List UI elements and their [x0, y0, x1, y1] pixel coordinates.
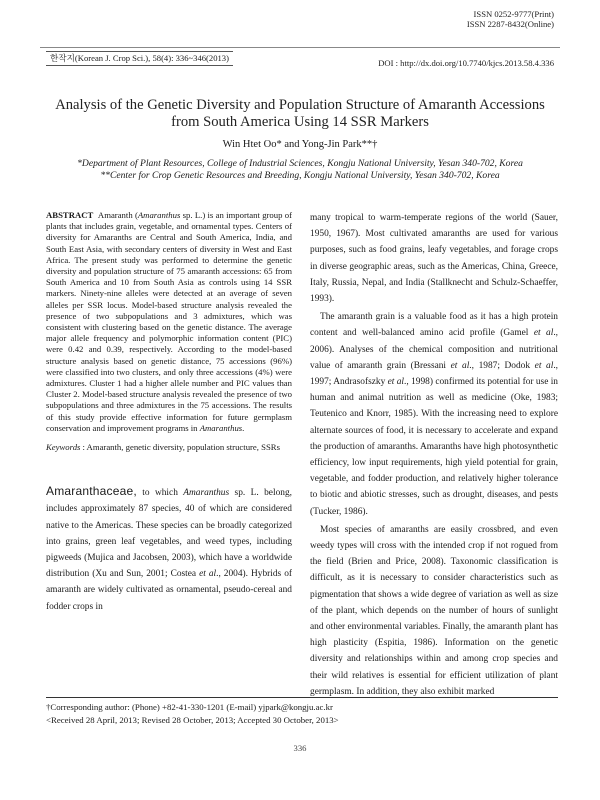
p2-text-d: ., 1997; Andrasofszky: [310, 360, 558, 388]
abstract-genus: Amaranthus: [137, 210, 181, 220]
abstract-text-c: .: [242, 422, 245, 433]
title-line-2: from South America Using 14 SSR Markers: [171, 114, 429, 130]
corresponding-author-footnote: †Corresponding author: (Phone) +82-41-330-1201 (E-mail) yjpark@kongju.ac.kr: [46, 702, 333, 712]
abstract-label: ABSTRACT: [46, 210, 94, 220]
page-number: 336: [293, 743, 307, 753]
body-paragraph-1: many tropical to warm-temperate regions of the world (Sauer, 1950, 1967). Most cultivated amaranths are used for various purposes, such as food grains, leafy vegetables, and forage crops in diverse geographic areas, such as the Americas, China, Greece, Italy, Russia, Nepal, and India (Stallknecht and Schulz-Schaeffer, 1993).: [310, 213, 558, 305]
journal-citation: 한작지(Korean J. Crop Sci.), 58(4): 336~346(2013): [46, 52, 233, 64]
body-paragraph-2: [310, 309, 558, 520]
header-rule: [40, 47, 560, 48]
footnote-rule: [46, 697, 558, 698]
p2-text-e: ., 1998) confirmed its potential for use in human and animal nutrition as well as medicine (Oke, 1983; Teutenico and Knorr, 1985). With the increasing need to explore alternate sources of food, it is necessary to accelerate and expand the production of amaranths. Amaranths have high photosynthetic efficiency, low input requirements, high yield potential for grain, vegetable, and fodder production, and relatively higher tolerance to biotic and abiotic stresses, such as drought, diseases, and pests (Tucker, 1986).: [310, 377, 558, 517]
issn-print: ISSN 0252-9777(Print): [473, 9, 554, 19]
keywords-label: Keywords: [46, 442, 81, 453]
title-line-1: Analysis of the Genetic Diversity and Population Structure of Amaranth Accessions: [55, 97, 545, 113]
abstract: [46, 210, 292, 434]
intro-text-3: ., 2004). Hybrids of amaranth are widely cultivated as ornamental, pseudo-cereal and fodder crops in: [46, 569, 293, 612]
intro-italic-2: et al: [199, 569, 217, 580]
abstract-text-a: Amaranth (: [97, 210, 138, 220]
p2-text-b: ., 2006). Analyses of the chemical composition and nutritional value of amaranth grain (Bressani: [310, 328, 558, 371]
intro-text-2: sp. L. belong, includes approximately 87 species, 40 of which are considered native to the Americas. These species can be broadly categorized into grains, green leaf vegetables, and weed types, including pigweeds (Mujica and Jacobsen, 2003), which have a worldwide distribution (Xu and Sun, 2001; Costea: [46, 488, 292, 580]
keywords-value: : Amaranth, genetic diversity, population structure, SSRs: [82, 442, 280, 453]
affiliation-2: **Center for Crop Genetic Resources and Breeding, Kongju National University, Yesan 340-702, Korea: [100, 170, 500, 181]
intro-text-1: to which: [136, 488, 184, 499]
p2-italic-4: et al: [387, 377, 405, 388]
intro-italic-1: Amaranthus: [183, 488, 230, 499]
p2-italic-3: et al: [534, 360, 554, 371]
received-dates-footnote: <Received 28 April, 2013; Revised 28 October, 2013; Accepted 30 October, 2013>: [46, 715, 339, 725]
intro-paragraph: [46, 483, 292, 615]
body-paragraph-3: Most species of amaranths are easily crossbred, and even weedy types will cross with the intended crop if not rogued from the field (Brien and Price, 2008). Taxonomic classification is difficult, as it is necessary to consider characteristics such as pigmentation that shows a wide degree of variation as well as size of the plant, which depends on the number of hours of sunlight and other environmental variables. Finally, the amaranth plant has high plasticity (Espitia, 1986). Information on the genetic diversity and relationships within and among crop species and their wild relatives is essential for efficient utilization of plant germplasm. In addition, they also exhibit marked: [310, 524, 558, 697]
p2-text-c: ., 1987; Dodok: [469, 360, 535, 371]
abstract-text-b: sp. L.) is an important group of plants that includes grain, vegetable, and ornamental types. Centers of diversity for Amaranths are Central and South America, India, and South East Asia, with secondary centers of diversity in West and East Africa. The present study was performed to determine the genetic diversity and population structure of 75 amaranth accessions: 65 from South America and 10 from South Asia as controls using 14 SSR markers. Ninety-nine alleles were detected at an average of seven alleles per SSR locus. Model-based structure analysis revealed the presence of two subpopulations and 3 admixtures, which was consistent with clustering based on the genetic distance. The average major allele frequency and polymorphic information content (PIC) were 0.42 and 0.39, respectively. According to the model-based structure analysis based on genetic distance, 75 accessions (96%) were classified into two clusters, and only three accessions (4%) were admixtures. Cluster 1 had a higher allele number and PIC values than Cluster 2. Model-based structure analysis revealed the presence of two subpopulations and three admixtures in the 75 accessions. The results of this study provide effective information for future germplasm conservation and improvement programs in: [46, 210, 293, 433]
left-column: [46, 210, 292, 615]
right-column: [310, 210, 558, 700]
affiliation-1: *Department of Plant Resources, College of Industrial Sciences, Kongju National University, Yesan 340-702, Korea: [77, 158, 523, 169]
keywords: [46, 442, 292, 453]
p2-text-a: The amaranth grain is a valuable food as it has a high protein content and well-balanced amino acid profile (Gamel: [310, 312, 558, 339]
issn-online: ISSN 2287-8432(Online): [466, 19, 554, 29]
doi-link[interactable]: DOI : http://dx.doi.org/10.7740/kjcs.2013.58.4.336: [378, 58, 554, 68]
p2-italic-2: et al: [450, 360, 470, 371]
intro-lead-word: Amaranthaceae,: [46, 484, 137, 499]
abstract-genus-end: Amaranthus: [199, 422, 243, 433]
paper-title: [40, 97, 560, 131]
authors: Win Htet Oo* and Yong-Jin Park**†: [222, 139, 378, 150]
p2-italic-1: et al: [533, 328, 554, 339]
issn-block: [467, 9, 554, 29]
